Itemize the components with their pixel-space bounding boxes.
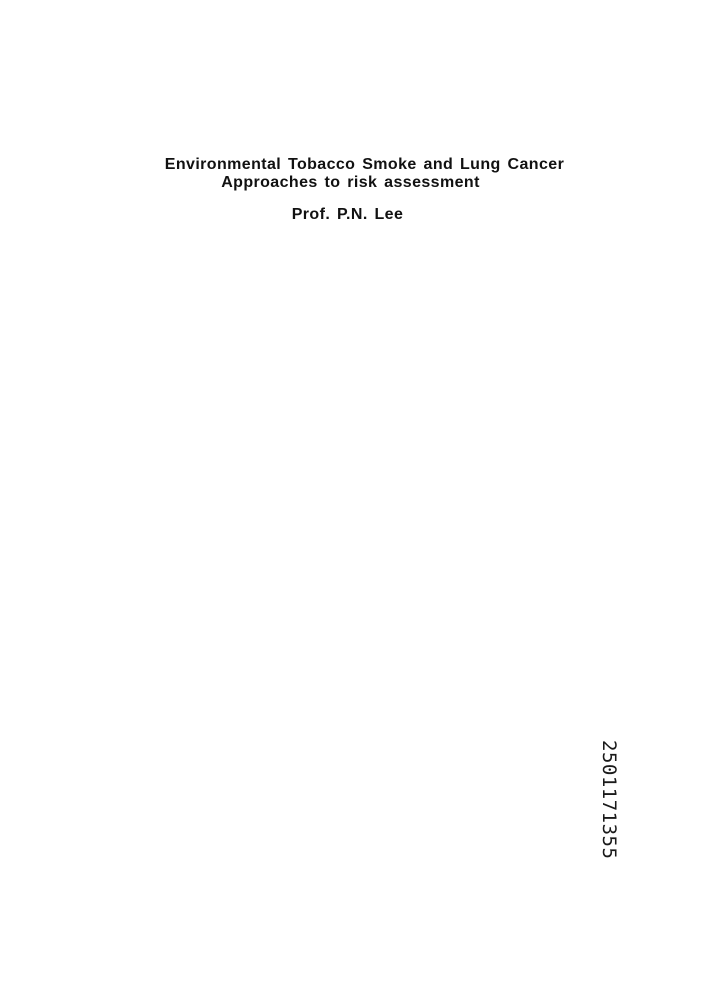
document-title: Environmental Tobacco Smoke and Lung Cancer	[164, 156, 565, 173]
bates-number: 2501171355	[598, 740, 620, 860]
document-subtitle: Approaches to risk assessment	[221, 174, 480, 191]
author-name: Prof. P.N. Lee	[291, 206, 404, 223]
